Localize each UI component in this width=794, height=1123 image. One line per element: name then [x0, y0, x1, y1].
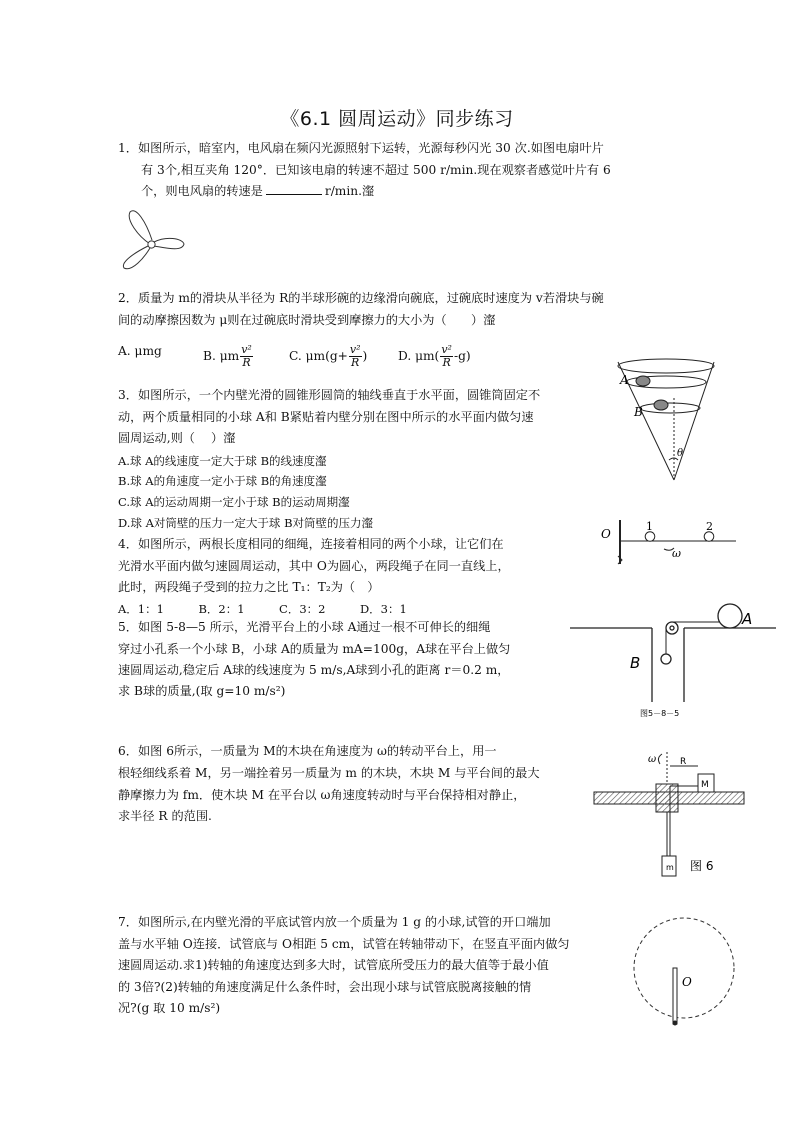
q2-option-c-post: ): [362, 349, 368, 363]
q2-option-c: [289, 344, 367, 369]
rope-label-omega: ω: [672, 547, 681, 560]
q2-option-d: [398, 344, 471, 369]
q1-line-3a: 个，则电风扇的转速是: [141, 184, 263, 198]
platform-label-b: B: [630, 654, 641, 672]
q2-option-b: [203, 344, 254, 369]
tube-label-o: O: [682, 975, 692, 989]
q1-line-1: 1．如图所示，暗室内，电风扇在频闪光源照射下运转，光源每秒闪光 30 次.如图电扇叶片: [118, 141, 604, 155]
q5-line-3: 速圆周运动,稳定后 A球的线速度为 5 m/s,A球到小孔的距离 r＝0.2 m，: [118, 663, 510, 677]
turntable-label-r: R: [680, 757, 687, 767]
q2-option-a: A. μmg: [118, 344, 162, 358]
q3-line-3: 圆周运动,则（ ）瀣: [118, 431, 236, 445]
q4-options: A．1：1 B．2：1 C．3：2 D．3：1: [118, 602, 407, 616]
q1-line-3: [141, 182, 374, 200]
q3-option-d: D.球 A对筒壁的压力一定大于球 B对筒壁的压力瀣: [118, 516, 374, 530]
q2-option-b-text: B. μm: [203, 349, 240, 363]
q3-line-1: 3．如图所示，一个内壁光滑的圆锥形圆筒的轴线垂直于水平面，圆锥筒固定不: [118, 388, 541, 402]
turntable-label-omega: ω: [648, 754, 657, 765]
q7-line-1: 7．如图所示,在内壁光滑的平底试管内放一个质量为 1 g 的小球,试管的开口端加: [118, 915, 551, 929]
cone-label-b: B: [634, 405, 643, 419]
fraction-numerator: v²: [349, 343, 361, 356]
q7-line-5: 况?(g 取 10 m/s²): [118, 1001, 221, 1015]
rope-balls-figure: [596, 518, 742, 566]
fraction-denominator: R: [442, 356, 451, 369]
q2-option-d-post: -g): [453, 349, 471, 363]
q7-line-2: 盖与水平轴 O连接．试管底与 O相距 5 cm，试管在转轴带动下，在竖直平面内做匀: [118, 937, 570, 951]
q7-line-3: 速圆周运动.求1)转轴的角速度达到多大时，试管底所受压力的最大值等于最小值: [118, 958, 549, 972]
fraction-denominator: R: [351, 356, 360, 369]
q2-line-1: 2．质量为 m的滑块从半径为 R的半球形碗的边缘滑向碗底，过碗底时速度为 v若滑块与碗: [118, 291, 604, 305]
turntable-figure: [590, 748, 750, 878]
turntable-label-m-big: M: [701, 780, 709, 790]
q5-line-2: 穿过小孔系一个小球 B，小球 A的质量为 mA=100g，A球在平台上做匀: [118, 642, 511, 656]
q5-line-4: 求 B球的质量,(取 g=10 m/s²): [118, 684, 286, 698]
q1-answer-blank[interactable]: [266, 182, 322, 195]
fan-figure: [116, 206, 188, 274]
page-title: 《6.1 圆周运动》同步练习: [280, 108, 514, 130]
q1-line-2: 有 3个,相互夹角 120°．已知该电扇的转速不超过 500 r/min.现在观察者感觉叶片有 6: [141, 163, 611, 177]
q3-option-c: C.球 A的运动周期一定小于球 B的运动周期瀣: [118, 495, 350, 509]
q2-option-b-fraction: [240, 344, 253, 369]
q2-option-d-fraction: [440, 344, 453, 369]
q6-line-2: 根轻细线系着 M，另一端拴着另一质量为 m 的木块，木块 M 与平台间的最大: [118, 766, 540, 780]
cone-label-theta: θ: [677, 448, 684, 459]
rope-label-2: 2: [706, 520, 713, 533]
q6-line-1: 6．如图 6所示，一质量为 M的木块在角速度为 ω的转动平台上，用一: [118, 744, 497, 758]
q3-option-a: A.球 A的线速度一定大于球 B的线速度瀣: [118, 454, 327, 468]
q4-line-2: 光滑水平面内做匀速圆周运动，其中 O为圆心，两段绳子在同一直线上，: [118, 559, 510, 573]
q4-line-1: 4．如图所示，两根长度相同的细绳，连接着相同的两个小球，让它们在: [118, 537, 504, 551]
q2-option-c-fraction: [349, 344, 362, 369]
turntable-caption: 图 6: [690, 859, 714, 873]
turntable-label-m-small: m: [666, 863, 674, 872]
platform-hole-figure: [566, 602, 780, 720]
fraction-numerator: v²: [241, 343, 252, 356]
q2-option-d-pre: D. μm(: [398, 349, 440, 363]
platform-label-a: A: [742, 610, 753, 628]
platform-caption: 图5－8－5: [640, 709, 680, 718]
rope-label-1: 1: [646, 520, 653, 533]
q2-option-c-pre: C. μm(g+: [289, 349, 348, 363]
test-tube-figure: [628, 908, 740, 1032]
q1-line-3b: r/min.瀣: [324, 184, 375, 198]
fraction-numerator: v²: [441, 343, 452, 356]
q3-line-2: 动，两个质量相同的小球 A和 B紧贴着内壁分别在图中所示的水平面内做匀速: [118, 410, 534, 424]
cone-label-a: A: [620, 373, 629, 387]
q2-line-2: 间的动摩擦因数为 μ则在过碗底时滑块受到摩擦力的大小为（ ）瀣: [118, 313, 496, 327]
q3-option-b: B.球 A的角速度一定小于球 B的角速度瀣: [118, 474, 327, 488]
q6-line-4: 求半径 R 的范围.: [118, 809, 212, 823]
cone-figure: [616, 356, 716, 484]
rope-label-o: O: [601, 527, 611, 541]
q5-line-1: 5．如图 5-8—5 所示，光滑平台上的小球 A通过一根不可伸长的细绳: [118, 620, 491, 634]
q4-line-3: 此时，两段绳子受到的拉力之比 T₁：T₂为（ ）: [118, 580, 380, 594]
fraction-denominator: R: [242, 356, 251, 369]
q7-line-4: 的 3倍?(2)转轴的角速度满足什么条件时，会出现小球与试管底脱离接触的情: [118, 980, 532, 994]
q6-line-3: 静摩擦力为 fm．使木块 M 在平台以 ω角速度转动时与平台保持相对静止，: [118, 788, 526, 802]
